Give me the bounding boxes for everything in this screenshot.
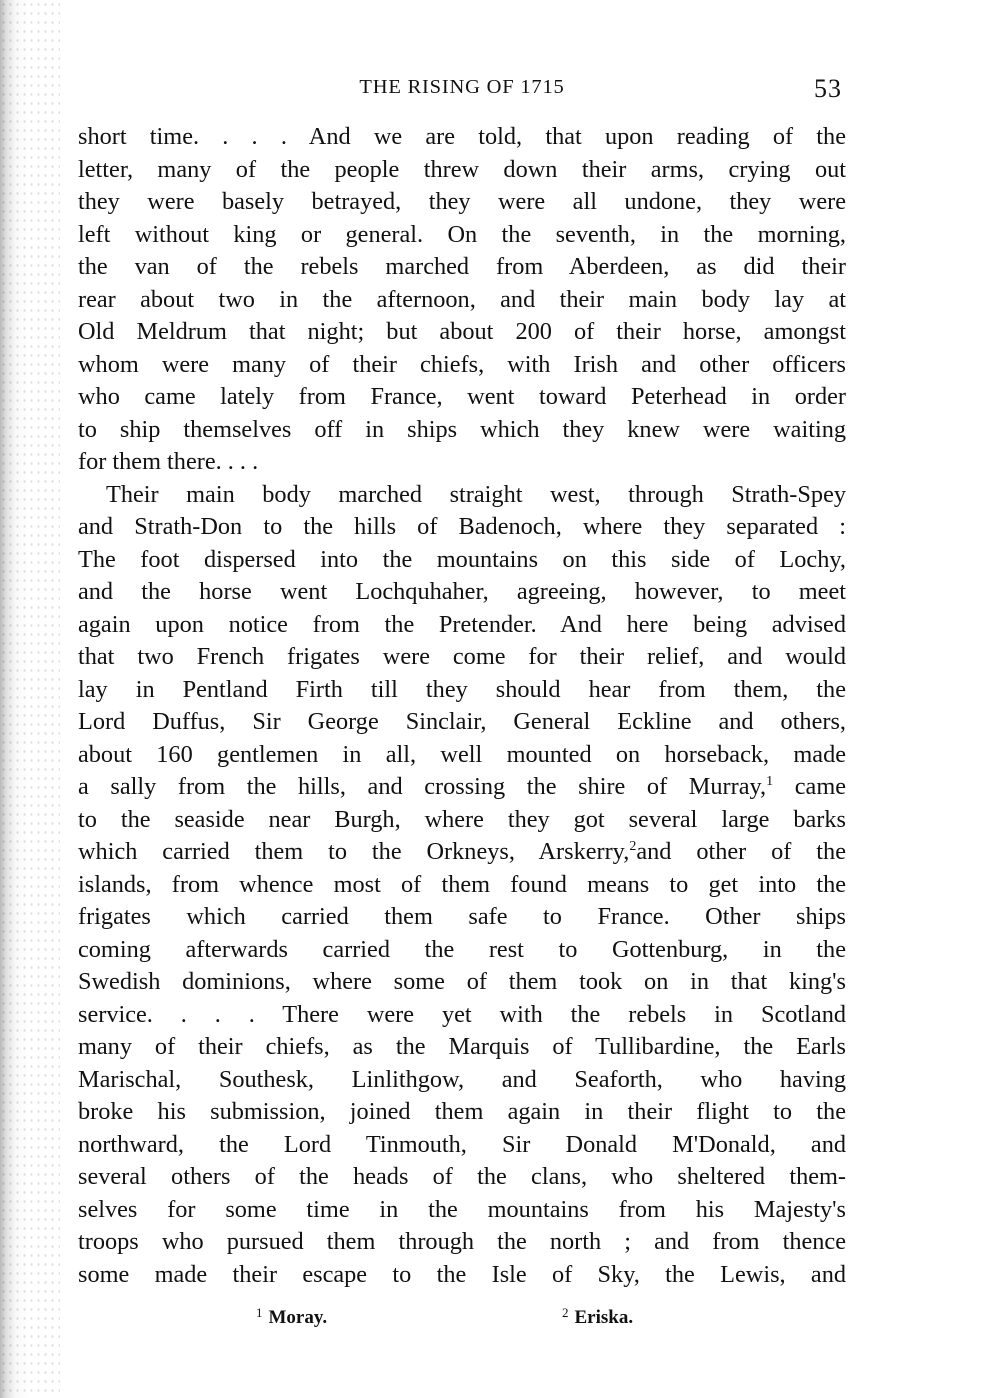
text-line: service. . . . There were yet with the rebels in Scotland (78, 1000, 846, 1028)
footnote-ref-1: 1 (766, 774, 774, 789)
text-line: selves for some time in the mountains from his Majesty's (78, 1195, 846, 1223)
text-line: who came lately from France, went toward Peterhead in order (78, 383, 846, 410)
footnote-2 (562, 1305, 633, 1329)
text-line: Marischal, Southesk, Linlithgow, and Seaforth, who having (78, 1065, 846, 1093)
text-line: coming afterwards carried the rest to Gottenburg, in the (78, 935, 846, 963)
text-line: lay in Pentland Firth till they should hear from them, the (78, 675, 846, 703)
text-line: northward, the Lord Tinmouth, Sir Donald M'Donald, and (78, 1130, 846, 1158)
text-line: Lord Duffus, Sir George Sinclair, General Eckline and others, (78, 708, 846, 735)
text-line-with-footnote (78, 836, 846, 869)
text-line: troops who pursued them through the north ; and from thence (78, 1228, 846, 1255)
text-line: The foot dispersed into the mountains on this side of Lochy, (78, 545, 846, 573)
footnote-ref-2: 2 (629, 839, 637, 854)
footnote-1 (256, 1305, 327, 1329)
page-edge-speckle (0, 0, 60, 1398)
text-line: to ship themselves off in ships which they knew were waiting (78, 415, 846, 443)
text-line: letter, many of the people threw down their arms, crying out (78, 155, 846, 183)
footnote-mark: 1 (256, 1305, 263, 1320)
text-line: about 160 gentlemen in all, well mounted on horseback, made (78, 740, 846, 768)
text-line: some made their escape to the Isle of Sky, the Lewis, and (78, 1260, 846, 1288)
text-line: frigates which carried them safe to France. Other ships (78, 903, 846, 930)
text-line: rear about two in the afternoon, and their main body lay at (78, 285, 846, 313)
text-line: several others of the heads of the clans, who sheltered them- (78, 1163, 846, 1190)
footnote-text: Moray. (268, 1307, 328, 1328)
running-head (78, 72, 846, 108)
paragraph-end-line: for them there. . . . (78, 448, 259, 475)
text-line: and Strath-Don to the hills of Badenoch, where they separated : (78, 513, 846, 540)
line-text: came (773, 773, 846, 800)
text-line: the van of the rebels marched from Aberdeen, as did their (78, 253, 846, 280)
line-text: and other of the (636, 838, 846, 865)
line-text: a sally from the hills, and crossing the shire of Murray, (78, 773, 767, 800)
text-line: whom were many of their chiefs, with Irish and other officers (78, 350, 846, 378)
footnote-text: Eriska. (574, 1307, 634, 1328)
text-line: Swedish dominions, where some of them took on in that king's (78, 968, 846, 995)
text-line-with-footnote (78, 771, 846, 804)
text-line: to the seaside near Burgh, where they got several large barks (78, 805, 846, 833)
text-line: short time. . . . And we are told, that upon reading of the (78, 123, 846, 150)
line-text: which carried them to the Orkneys, Arskerry, (78, 838, 630, 865)
paragraph-start-line: Their main body marched straight west, through Strath-Spey (106, 480, 846, 508)
text-line: islands, from whence most of them found means to get into the (78, 870, 846, 898)
text-line: that two French frigates were come for their relief, and would (78, 643, 846, 670)
running-title: THE RISING OF 1715 (359, 76, 565, 98)
text-line: they were basely betrayed, they were all undone, they were (78, 188, 846, 215)
text-line: many of their chiefs, as the Marquis of Tullibardine, the Earls (78, 1033, 846, 1060)
text-line: left without king or general. On the seventh, in the morning, (78, 220, 846, 248)
text-line: again upon notice from the Pretender. And here being advised (78, 610, 846, 638)
page-number: 53 (814, 74, 842, 103)
text-line: Old Meldrum that night; but about 200 of their horse, amongst (78, 318, 846, 345)
text-line: and the horse went Lochquhaher, agreeing, however, to meet (78, 578, 846, 605)
text-line: broke his submission, joined them again in their flight to the (78, 1098, 846, 1125)
footnotes (78, 1305, 846, 1335)
body-text (78, 121, 846, 1291)
footnote-mark: 2 (562, 1305, 569, 1320)
